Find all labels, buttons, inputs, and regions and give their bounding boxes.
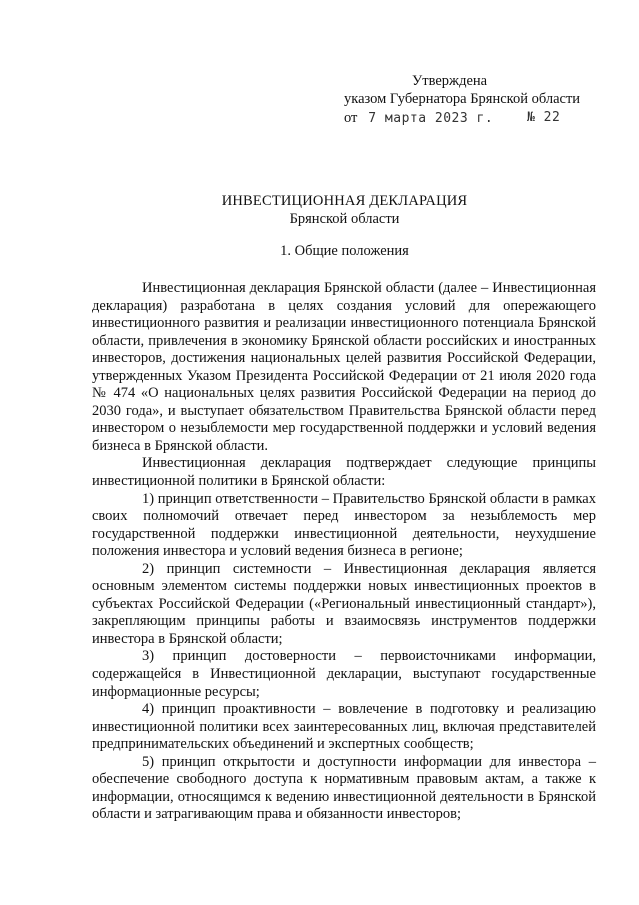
document-body	[92, 280, 596, 824]
paragraph: 4) принцип проактивности – вовлечение в подготовку и реализацию инвестиционной политики всех заинтересованных лиц, включая представителей предпринимательских объединений и экспертных сообществ;	[92, 701, 596, 753]
document-title-main: ИНВЕСТИЦИОННАЯ ДЕКЛАРАЦИЯ	[221, 193, 468, 209]
paragraph: 3) принцип достоверности – первоисточниками информации, содержащейся в Инвестиционной декларации, выступают государственные информационные ресурсы;	[92, 648, 596, 700]
approval-line-2: указом Губернатора Брянской области	[344, 91, 581, 107]
document-title-sub: Брянской области	[289, 211, 400, 227]
approval-from-label: от	[344, 110, 358, 126]
approval-number: № 22	[527, 110, 561, 125]
paragraph: 1) принцип ответственности – Правительство Брянской области в рамках своих полномочий отвечает перед инвестором за незыблемость мер государственной поддержки инвестиционной деятельности, неухудшение положения инвестора и условий ведения бизнеса в регионе;	[92, 490, 596, 560]
approval-date: 7 марта 2023 г.	[368, 111, 494, 126]
document-title	[0, 192, 639, 228]
paragraph: Инвестиционная декларация Брянской области (далее – Инвестиционная декларация) разработана в целях создания условий для опережающего инвестиционного развития и реализации инвестиционного потенциала Брянской области, привлечения в экономику Брянской области российских и иностранных инвесторов, достижения национальных целей развития Российской Федерации, утвержденных Указом Президента Российской Федерации от 21 июля 2020 года № 474 «О национальных целях развития Российской Федерации на период до 2030 года», и выступает обязательством Правительства Брянской области перед инвестором о незыблемости мер государственной поддержки и условий ведения бизнеса в Брянской области.	[92, 280, 596, 454]
approval-date-line	[344, 109, 493, 128]
paragraph: 2) принцип системности – Инвестиционная декларация является основным элементом системы поддержки новых инвестиционных проектов в субъектах Российской Федерации («Региональный инвестиционный стандарт»), закрепляющим принципы работы и взаимосвязь инструментов поддержки инвестора в Брянской области;	[92, 560, 596, 647]
section-heading: 1. Общие положения	[280, 243, 409, 259]
approval-line-1: Утверждена	[412, 73, 488, 89]
paragraph: Инвестиционная декларация подтверждает следующие принципы инвестиционной политики в Брянской области:	[92, 455, 596, 490]
paragraph: 5) принцип открытости и доступности информации для инвестора – обеспечение свободного доступа к нормативным правовым актам, а также к информации, относящимся к ведению инвестиционной деятельности в Брянской области и затрагивающим права и обязанности инвесторов;	[92, 753, 596, 823]
